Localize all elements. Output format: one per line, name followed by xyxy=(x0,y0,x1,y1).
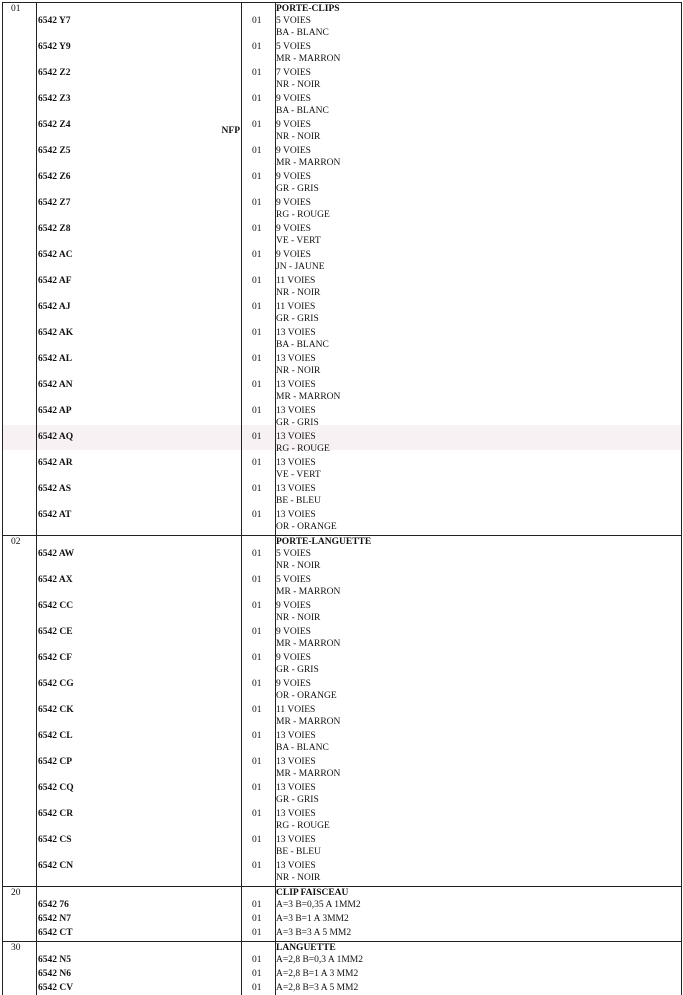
part-reference: 6542 CG xyxy=(38,679,74,689)
column-divider xyxy=(241,536,242,886)
color-line: NR - NOIR xyxy=(276,366,321,376)
description-line: 9 VOIES xyxy=(276,198,311,208)
quantity-cell: 01 xyxy=(252,198,262,208)
description-line: 13 VOIES xyxy=(276,458,316,468)
color-line: BA - BLANC xyxy=(276,28,329,38)
quantity-cell: 01 xyxy=(252,914,262,924)
quantity-cell: 01 xyxy=(252,601,262,611)
quantity-cell: 01 xyxy=(252,302,262,312)
color-line: GR - GRIS xyxy=(276,665,319,675)
part-reference: 6542 CR xyxy=(38,809,74,819)
part-reference: 6542 AR xyxy=(38,458,73,468)
color-line: MR - MARRON xyxy=(276,54,341,64)
part-reference: 6542 Z3 xyxy=(38,94,71,104)
quantity-cell: 01 xyxy=(252,380,262,390)
part-reference: 6542 AQ xyxy=(38,432,74,442)
part-reference: 6542 CK xyxy=(38,705,74,715)
part-reference: 6542 N7 xyxy=(38,914,71,924)
quantity-cell: 01 xyxy=(252,354,262,364)
color-line: OR - ORANGE xyxy=(276,522,337,532)
description-line: 9 VOIES xyxy=(276,679,311,689)
description-line: 9 VOIES xyxy=(276,146,311,156)
description-line: 13 VOIES xyxy=(276,380,316,390)
part-reference: 6542 CC xyxy=(38,601,74,611)
quantity-cell: 01 xyxy=(252,432,262,442)
color-line: BA - BLANC xyxy=(276,106,329,116)
description-line: 11 VOIES xyxy=(276,276,316,286)
quantity-cell: 01 xyxy=(252,861,262,871)
quantity-cell: 01 xyxy=(252,16,262,26)
color-line: GR - GRIS xyxy=(276,314,319,324)
description-line: 13 VOIES xyxy=(276,406,316,416)
part-reference: 6542 CP xyxy=(38,757,73,767)
color-line: MR - MARRON xyxy=(276,769,341,779)
part-reference: 6542 CT xyxy=(38,928,73,938)
part-reference: 6542 AN xyxy=(38,380,73,390)
description-line: A=3 B=3 A 5 MM2 xyxy=(276,928,352,938)
color-line: NR - NOIR xyxy=(276,288,321,298)
description-line: 13 VOIES xyxy=(276,757,316,767)
part-reference: 6542 AS xyxy=(38,484,71,494)
quantity-cell: 01 xyxy=(252,510,262,520)
description-line: 9 VOIES xyxy=(276,172,311,182)
description-line: 9 VOIES xyxy=(276,224,311,234)
description-line: 13 VOIES xyxy=(276,354,316,364)
part-reference: 6542 AF xyxy=(38,276,72,286)
color-line: MR - MARRON xyxy=(276,717,341,727)
color-line: NR - NOIR xyxy=(276,132,321,142)
part-reference: 6542 Z4 xyxy=(38,120,71,130)
color-line: VE - VERT xyxy=(276,470,321,480)
part-reference: 6542 AT xyxy=(38,510,72,520)
group-number: 30 xyxy=(11,943,21,953)
description-line: 11 VOIES xyxy=(276,302,316,312)
color-line: BA - BLANC xyxy=(276,340,329,350)
color-line: NR - NOIR xyxy=(276,613,321,623)
description-line: 13 VOIES xyxy=(276,328,316,338)
column-divider xyxy=(36,887,37,941)
color-line: NR - NOIR xyxy=(276,873,321,883)
description-line: 9 VOIES xyxy=(276,250,311,260)
column-divider xyxy=(36,942,37,995)
column-divider xyxy=(241,3,242,535)
quantity-cell: 01 xyxy=(252,757,262,767)
column-divider xyxy=(36,536,37,886)
description-line: 13 VOIES xyxy=(276,731,316,741)
description-line: 5 VOIES xyxy=(276,16,311,26)
part-reference: 6542 AC xyxy=(38,250,73,260)
description-line: 5 VOIES xyxy=(276,575,311,585)
quantity-cell: 01 xyxy=(252,42,262,52)
part-reference: 6542 AW xyxy=(38,549,75,559)
color-line: BE - BLEU xyxy=(276,847,321,857)
quantity-cell: 01 xyxy=(252,276,262,286)
color-line: MR - MARRON xyxy=(276,158,341,168)
quantity-cell: 01 xyxy=(252,928,262,938)
group-number: 02 xyxy=(11,537,21,547)
quantity-cell: 01 xyxy=(252,250,262,260)
description-line: A=2,8 B=1 A 3 MM2 xyxy=(276,969,359,979)
part-reference: 6542 CQ xyxy=(38,783,74,793)
part-reference: 6542 Z7 xyxy=(38,198,71,208)
color-line: MR - MARRON xyxy=(276,639,341,649)
column-divider xyxy=(36,3,37,535)
quantity-cell: 01 xyxy=(252,328,262,338)
quantity-cell: 01 xyxy=(252,809,262,819)
color-line: MR - MARRON xyxy=(276,392,341,402)
part-reference: 6542 CL xyxy=(38,731,73,741)
part-reference: 6542 N5 xyxy=(38,955,71,965)
description-line: 13 VOIES xyxy=(276,783,316,793)
quantity-cell: 01 xyxy=(252,955,262,965)
quantity-cell: 01 xyxy=(252,575,262,585)
quantity-cell: 01 xyxy=(252,969,262,979)
quantity-cell: 01 xyxy=(252,627,262,637)
part-note: NFP xyxy=(221,126,240,136)
quantity-cell: 01 xyxy=(252,94,262,104)
description-line: 13 VOIES xyxy=(276,861,316,871)
group-number: 01 xyxy=(11,4,21,14)
quantity-cell: 01 xyxy=(252,484,262,494)
description-line: 7 VOIES xyxy=(276,68,311,78)
part-reference: 6542 Y9 xyxy=(38,42,71,52)
color-line: RG - ROUGE xyxy=(276,210,330,220)
part-reference: 6542 CF xyxy=(38,653,73,663)
group-section xyxy=(2,2,682,535)
description-line: A=2,8 B=3 A 5 MM2 xyxy=(276,983,359,993)
color-line: NR - NOIR xyxy=(276,80,321,90)
part-reference: 6542 Z5 xyxy=(38,146,71,156)
description-line: 11 VOIES xyxy=(276,705,316,715)
description-line: 9 VOIES xyxy=(276,627,311,637)
color-line: RG - ROUGE xyxy=(276,444,330,454)
quantity-cell: 01 xyxy=(252,731,262,741)
color-line: NR - NOIR xyxy=(276,561,321,571)
part-reference: 6542 CN xyxy=(38,861,74,871)
quantity-cell: 01 xyxy=(252,983,262,993)
part-reference: 6542 CE xyxy=(38,627,73,637)
group-title: PORTE-LANGUETTE xyxy=(276,537,372,547)
group-section xyxy=(2,535,682,886)
part-reference: 6542 76 xyxy=(38,900,69,910)
group-section xyxy=(2,886,682,941)
quantity-cell: 01 xyxy=(252,835,262,845)
group-number: 20 xyxy=(11,888,21,898)
group-title: LANGUETTE xyxy=(276,943,336,953)
quantity-cell: 01 xyxy=(252,900,262,910)
part-reference: 6542 Z6 xyxy=(38,172,71,182)
description-line: 5 VOIES xyxy=(276,42,311,52)
color-line: BE - BLEU xyxy=(276,496,321,506)
group-title: PORTE-CLIPS xyxy=(276,4,340,14)
description-line: 13 VOIES xyxy=(276,809,316,819)
quantity-cell: 01 xyxy=(252,679,262,689)
color-line: RG - ROUGE xyxy=(276,821,330,831)
column-divider xyxy=(241,887,242,941)
quantity-cell: 01 xyxy=(252,68,262,78)
quantity-cell: 01 xyxy=(252,653,262,663)
quantity-cell: 01 xyxy=(252,783,262,793)
description-line: 5 VOIES xyxy=(276,549,311,559)
part-reference: 6542 AX xyxy=(38,575,73,585)
row-highlight xyxy=(3,425,681,450)
description-line: A=3 B=0,35 A 1MM2 xyxy=(276,900,361,910)
color-line: VE - VERT xyxy=(276,236,321,246)
part-reference: 6542 N6 xyxy=(38,969,71,979)
part-reference: 6542 AP xyxy=(38,406,72,416)
description-line: 9 VOIES xyxy=(276,601,311,611)
part-reference: 6542 CV xyxy=(38,983,74,993)
group-section xyxy=(2,941,682,995)
color-line: BA - BLANC xyxy=(276,743,329,753)
description-line: A=2,8 B=0,3 A 1MM2 xyxy=(276,955,363,965)
group-title: CLIP FAISCEAU xyxy=(276,888,349,898)
description-line: 13 VOIES xyxy=(276,835,316,845)
part-reference: 6542 Z8 xyxy=(38,224,71,234)
description-line: 13 VOIES xyxy=(276,432,316,442)
quantity-cell: 01 xyxy=(252,549,262,559)
part-reference: 6542 AK xyxy=(38,328,74,338)
color-line: GR - GRIS xyxy=(276,795,319,805)
color-line: OR - ORANGE xyxy=(276,691,337,701)
quantity-cell: 01 xyxy=(252,146,262,156)
description-line: 9 VOIES xyxy=(276,120,311,130)
quantity-cell: 01 xyxy=(252,458,262,468)
quantity-cell: 01 xyxy=(252,406,262,416)
description-line: 9 VOIES xyxy=(276,94,311,104)
description-line: 13 VOIES xyxy=(276,484,316,494)
quantity-cell: 01 xyxy=(252,705,262,715)
column-divider xyxy=(241,942,242,995)
color-line: JN - JAUNE xyxy=(276,262,325,272)
quantity-cell: 01 xyxy=(252,120,262,130)
description-line: A=3 B=1 A 3MM2 xyxy=(276,914,349,924)
description-line: 9 VOIES xyxy=(276,653,311,663)
color-line: GR - GRIS xyxy=(276,418,319,428)
description-line: 13 VOIES xyxy=(276,510,316,520)
part-reference: 6542 Y7 xyxy=(38,16,71,26)
part-reference: 6542 AL xyxy=(38,354,73,364)
part-reference: 6542 Z2 xyxy=(38,68,71,78)
part-reference: 6542 AJ xyxy=(38,302,71,312)
quantity-cell: 01 xyxy=(252,172,262,182)
quantity-cell: 01 xyxy=(252,224,262,234)
part-reference: 6542 CS xyxy=(38,835,72,845)
color-line: GR - GRIS xyxy=(276,184,319,194)
color-line: MR - MARRON xyxy=(276,587,341,597)
